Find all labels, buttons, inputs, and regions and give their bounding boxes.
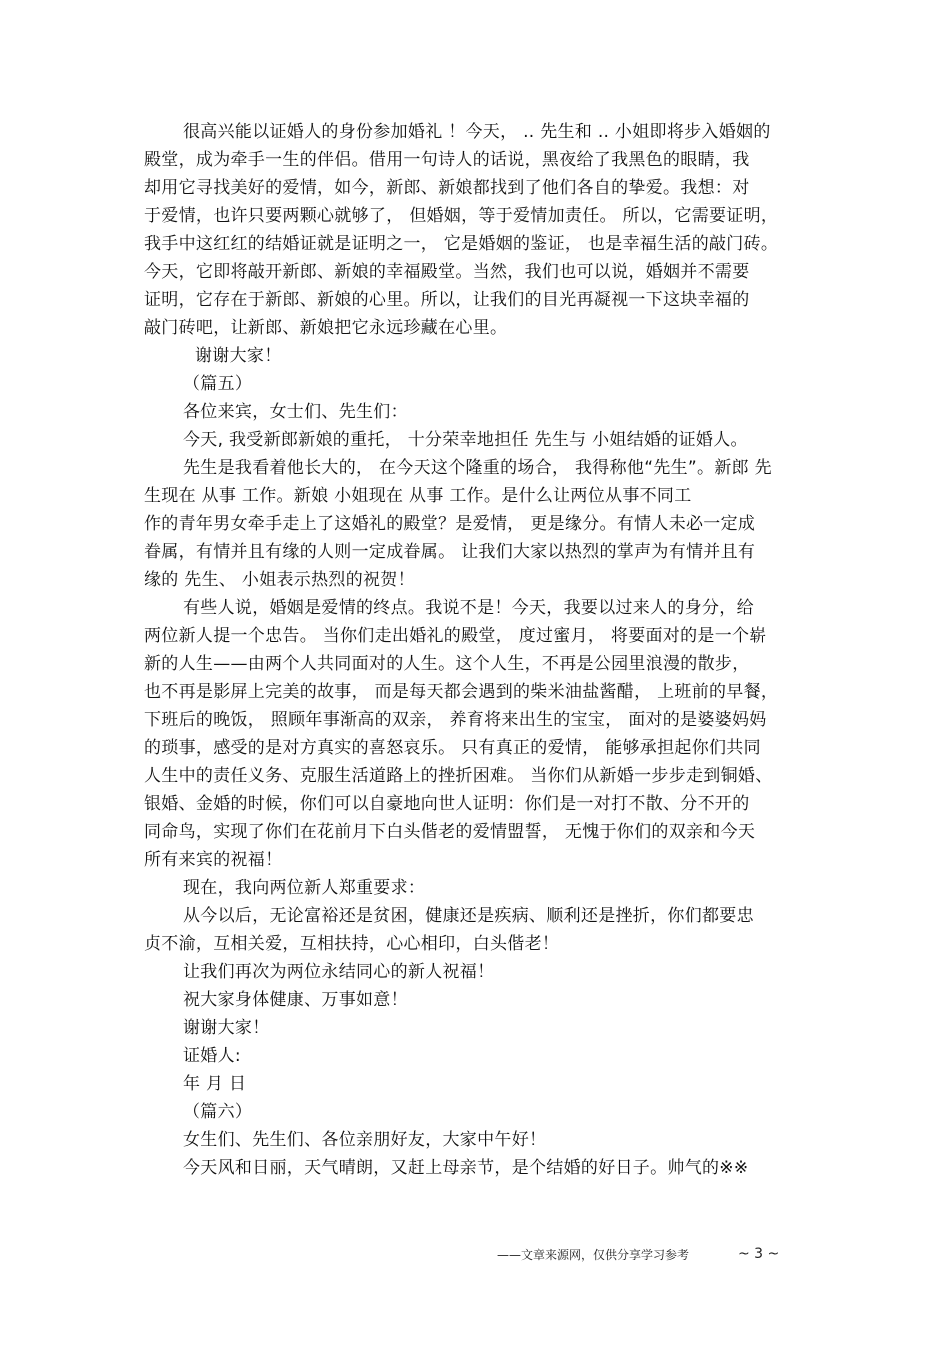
text-line: 却用它寻找美好的爱情，如今，新郎、新娘都找到了他们各自的挚爱。我想：对 bbox=[144, 178, 750, 198]
text-line: 两位新人提一个忠告。 当你们走出婚礼的殿堂， 度过蜜月， 将要面对的是一个崭 bbox=[144, 626, 767, 646]
text-line: 谢谢大家！ bbox=[195, 346, 282, 366]
text-line: 生现在 从事 工作。新娘 小姐现在 从事 工作。是什么让两位从事不同工 bbox=[144, 486, 692, 506]
text-line: 于爱情，也许只要两颗心就够了， 但婚姻，等于爱情加责任。 所以，它需要证明， bbox=[144, 206, 779, 226]
text-line: 的琐事，感受的是对方真实的喜怒哀乐。 只有真正的爱情， 能够承担起你们共同 bbox=[144, 738, 761, 758]
page-number: ~ 3 ~ bbox=[738, 1246, 780, 1262]
text-line: 今天风和日丽，天气晴朗，又赶上母亲节，是个结婚的好日子。帅气的※※ bbox=[183, 1158, 749, 1178]
text-line: 现在，我向两位新人郑重要求： bbox=[183, 878, 426, 898]
text-line: 作的青年男女牵手走上了这婚礼的殿堂？是爱情， 更是缘分。有情人未必一定成 bbox=[144, 514, 756, 534]
footer-source-note: ——文章来源网，仅供分享学习参考 bbox=[497, 1248, 690, 1262]
text-line: 眷属，有情并且有缘的人则一定成眷属。 让我们大家以热烈的掌声为有情并且有 bbox=[144, 542, 756, 562]
text-line: 谢谢大家！ bbox=[183, 1018, 270, 1038]
text-line: 很高兴能以证婚人的身份参加婚礼 ！今天， .. 先生和 .. 小姐即将步入婚姻的 bbox=[183, 122, 771, 142]
text-line: 新的人生——由两个人共同面对的人生。这个人生，不再是公园里浪漫的散步， bbox=[144, 654, 750, 674]
text-line: 所有来宾的祝福！ bbox=[144, 850, 283, 870]
text-line: 我手中这红红的结婚证就是证明之一， 它是婚姻的鉴证， 也是幸福生活的敲门砖。 bbox=[144, 234, 779, 254]
text-line: 殿堂，成为牵手一生的伴侣。借用一句诗人的话说，黑夜给了我黑色的眼睛，我 bbox=[144, 150, 750, 170]
text-line: 银婚、金婚的时候，你们可以自豪地向世人证明：你们是一对打不散、分不开的 bbox=[144, 794, 750, 814]
text-line: 先生是我看着他长大的， 在今天这个隆重的场合， 我得称他“先生”。新郎 先 bbox=[183, 458, 772, 478]
text-line: 今天, 我受新郎新娘的重托， 十分荣幸地担任 先生与 小姐结婚的证婚人。 bbox=[183, 430, 748, 450]
text-line: 下班后的晚饭， 照顾年事渐高的双亲， 养育将来出生的宝宝， 面对的是婆婆妈妈 bbox=[144, 710, 767, 730]
text-line: 人生中的责任义务、克服生活道路上的挫折困难。 当你们从新婚一步步走到铜婚、 bbox=[144, 766, 773, 786]
text-line: 缘的 先生、 小姐表示热烈的祝贺！ bbox=[144, 570, 415, 590]
text-line: 女生们、先生们、各位亲朋好友，大家中午好！ bbox=[183, 1130, 547, 1150]
text-line: 证明，它存在于新郎、新娘的心里。所以，让我们的目光再凝视一下这块幸福的 bbox=[144, 290, 750, 310]
text-line: 从今以后，无论富裕还是贫困，健康还是疾病、顺利还是挫折，你们都要忠 bbox=[183, 906, 754, 926]
text-line: 今天，它即将敲开新郎、新娘的幸福殿堂。当然，我们也可以说，婚姻并不需要 bbox=[144, 262, 750, 282]
text-line: 证婚人: bbox=[183, 1046, 241, 1066]
text-line: 祝大家身体健康、万事如意！ bbox=[183, 990, 408, 1010]
text-line: 有些人说，婚姻是爱情的终点。我说不是！今天，我要以过来人的身分，给 bbox=[183, 598, 754, 618]
text-line: 同命鸟，实现了你们在花前月下白头偕老的爱情盟誓， 无愧于你们的双亲和今天 bbox=[144, 822, 756, 842]
text-line: 让我们再次为两位永结同心的新人祝福！ bbox=[183, 962, 495, 982]
text-line: 也不再是影屏上完美的故事， 而是每天都会遇到的柴米油盐酱醋， 上班前的早餐， bbox=[144, 682, 779, 702]
text-line: 贞不渝，互相关爱，互相扶持，心心相印，白头偕老！ bbox=[144, 934, 560, 954]
text-line: 敲门砖吧，让新郎、新娘把它永远珍藏在心里。 bbox=[144, 318, 508, 338]
text-line: 各位来宾，女士们、先生们： bbox=[183, 402, 408, 422]
text-line: （篇六） bbox=[183, 1102, 253, 1122]
text-line: （篇五） bbox=[183, 374, 253, 394]
text-line: 年 月 日 bbox=[183, 1074, 247, 1094]
